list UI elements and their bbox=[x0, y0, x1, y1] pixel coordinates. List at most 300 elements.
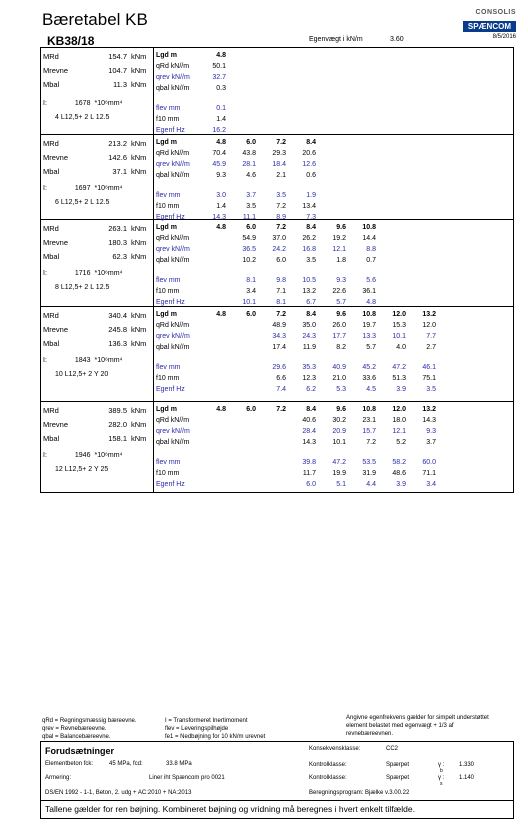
beton-fck: 45 MPa, fcd: bbox=[109, 761, 143, 767]
cell: 7.2 bbox=[276, 406, 286, 413]
cell: 4.8 bbox=[216, 52, 226, 59]
cell: 19.2 bbox=[332, 235, 346, 242]
cell: 5.7 bbox=[366, 344, 376, 351]
cell: 9.3 bbox=[216, 172, 226, 179]
cell: 22.6 bbox=[332, 288, 346, 295]
cell: 10.1 bbox=[392, 333, 406, 340]
inertia-label: I: bbox=[43, 270, 47, 277]
cell: 12.0 bbox=[392, 311, 406, 318]
cell: 3.0 bbox=[216, 192, 226, 199]
moment-unit: kNm bbox=[131, 153, 147, 162]
cell: 3.4 bbox=[246, 288, 256, 295]
legend-item: qbal = Balancebæreevne. bbox=[42, 734, 111, 740]
assumptions-heading: Forudsætninger bbox=[45, 746, 114, 756]
row-label: qrev kN//m bbox=[156, 428, 190, 435]
cell: 5.7 bbox=[336, 299, 346, 306]
moment-label: Mrevne bbox=[43, 66, 69, 75]
cell: 4.4 bbox=[366, 481, 376, 488]
reinforcement: 8 L12,5+ 2 L 12.5 bbox=[55, 284, 110, 291]
inertia-value: 1697 bbox=[74, 185, 91, 192]
moment-value: 213.2 bbox=[108, 139, 127, 148]
legend-item: qrev = Revnebæreevne. bbox=[42, 726, 107, 732]
cell: 6.7 bbox=[306, 299, 316, 306]
cell: 6.0 bbox=[276, 257, 286, 264]
row-label: qrev kN//m bbox=[156, 333, 190, 340]
cell: 50.1 bbox=[212, 63, 226, 70]
cell: 33.6 bbox=[362, 375, 376, 382]
cell: 2.7 bbox=[426, 344, 436, 351]
inertia-unit: *10⁶mm⁴ bbox=[94, 100, 123, 107]
moment-label: MRd bbox=[43, 224, 59, 233]
cell: 3.9 bbox=[396, 386, 406, 393]
row-label: flev mm bbox=[156, 459, 181, 466]
cell: 8.4 bbox=[306, 224, 316, 231]
row-label: f10 mm bbox=[156, 470, 180, 477]
cell: 17.7 bbox=[332, 333, 346, 340]
row-label: Lgd m bbox=[156, 52, 177, 59]
cell: 11.9 bbox=[302, 344, 316, 351]
table-block bbox=[41, 402, 513, 492]
table-block bbox=[41, 307, 513, 402]
cell: 6.6 bbox=[276, 375, 286, 382]
legend-item: qRd = Regningsmæssig bæreevne. bbox=[42, 718, 137, 724]
cell: 3.9 bbox=[396, 481, 406, 488]
divider bbox=[41, 800, 513, 801]
section-properties bbox=[41, 135, 154, 219]
cell: 58.2 bbox=[392, 459, 406, 466]
cell: 24.3 bbox=[302, 333, 316, 340]
moment-value: 282.0 bbox=[108, 420, 127, 429]
gamma1-value: 1.330 bbox=[459, 762, 475, 768]
cell: 8.4 bbox=[306, 311, 316, 318]
row-label: qRd kN//m bbox=[156, 235, 190, 242]
beton-label: Elementbeton fck: bbox=[45, 761, 94, 767]
footer-note: Tallene gælder for ren bøjning. Kombineret bøjning og vridning må beregnes i hvert enkelt tilfælde. bbox=[45, 804, 415, 814]
load-table bbox=[40, 47, 514, 493]
cell: 75.1 bbox=[422, 375, 436, 382]
cell: 10.2 bbox=[242, 257, 256, 264]
row-label: Lgd m bbox=[156, 406, 177, 413]
cell: 23.1 bbox=[362, 417, 376, 424]
row-label: qrev kN//m bbox=[156, 246, 190, 253]
cell: 8.9 bbox=[276, 214, 286, 221]
cell: 70.4 bbox=[212, 150, 226, 157]
cell: 14.3 bbox=[212, 214, 226, 221]
cell: 6.2 bbox=[306, 386, 316, 393]
moment-unit: kNm bbox=[131, 238, 147, 247]
moment-value: 245.8 bbox=[108, 325, 127, 334]
program-text: Beregningsprogram: Bjælke v.3.00.22 bbox=[309, 790, 410, 796]
legend-item: flev = Leveringspilhøjde bbox=[165, 726, 229, 732]
cell: 7.2 bbox=[276, 139, 286, 146]
cell: 32.7 bbox=[212, 74, 226, 81]
cell: 45.2 bbox=[362, 364, 376, 371]
row-label: flev mm bbox=[156, 364, 181, 371]
cell: 40.6 bbox=[302, 417, 316, 424]
cell: 1.8 bbox=[336, 257, 346, 264]
moment-label: MRd bbox=[43, 311, 59, 320]
reinforcement: 12 L12,5+ 2 Y 25 bbox=[55, 466, 109, 473]
cell: 53.5 bbox=[362, 459, 376, 466]
cell: 47.2 bbox=[332, 459, 346, 466]
cell: 39.8 bbox=[302, 459, 316, 466]
cell: 1.4 bbox=[216, 203, 226, 210]
cell: 16.2 bbox=[212, 127, 226, 134]
row-label: qRd kN//m bbox=[156, 417, 190, 424]
cell: 43.8 bbox=[242, 150, 256, 157]
row-label: Egenf Hz bbox=[156, 214, 185, 221]
cell: 9.6 bbox=[336, 406, 346, 413]
cell: 16.8 bbox=[302, 246, 316, 253]
egenvaegt-value: 3.60 bbox=[390, 36, 404, 43]
date: 8/5/2016 bbox=[492, 34, 516, 40]
moment-value: 136.3 bbox=[108, 339, 127, 348]
kontrol2-value: Spærpet bbox=[386, 775, 410, 781]
cell: 8.4 bbox=[306, 139, 316, 146]
moment-label: Mbal bbox=[43, 252, 60, 261]
cell: 20.6 bbox=[302, 150, 316, 157]
cell: 12.1 bbox=[392, 428, 406, 435]
cell: 9.3 bbox=[426, 428, 436, 435]
cell: 14.3 bbox=[302, 439, 316, 446]
cell: 60.0 bbox=[422, 459, 436, 466]
cell: 12.6 bbox=[302, 161, 316, 168]
row-label: qbal kN//m bbox=[156, 439, 190, 446]
cell: 13.4 bbox=[302, 203, 316, 210]
cell: 8.1 bbox=[276, 299, 286, 306]
inertia-row bbox=[43, 357, 123, 364]
section-properties bbox=[41, 48, 154, 134]
cell: 4.6 bbox=[246, 172, 256, 179]
inertia-label: I: bbox=[43, 185, 47, 192]
cell: 10.8 bbox=[362, 406, 376, 413]
legend-item: I = Transformeret Inertimoment bbox=[165, 718, 248, 724]
table-block bbox=[41, 48, 513, 135]
konsekvens-label: Konsekvensklasse: bbox=[309, 746, 361, 752]
cell: 13.2 bbox=[302, 288, 316, 295]
cell: 6.0 bbox=[246, 224, 256, 231]
cell: 4.8 bbox=[216, 311, 226, 318]
row-label: f10 mm bbox=[156, 203, 180, 210]
moment-label: Mrevne bbox=[43, 325, 69, 334]
row-label: flev mm bbox=[156, 105, 181, 112]
gamma1-sub: b bbox=[440, 768, 443, 774]
cell: 10.8 bbox=[362, 311, 376, 318]
gamma2-sub: s bbox=[440, 781, 443, 787]
cell: 71.1 bbox=[422, 470, 436, 477]
cell: 9.6 bbox=[336, 224, 346, 231]
moment-label: Mbal bbox=[43, 434, 60, 443]
row-label: flev mm bbox=[156, 277, 181, 284]
cell: 24.2 bbox=[272, 246, 286, 253]
armering-label: Armering: bbox=[45, 775, 72, 781]
inertia-value: 1716 bbox=[74, 270, 91, 277]
inertia-unit: *10⁶mm⁴ bbox=[94, 452, 123, 459]
row-label: f10 mm bbox=[156, 375, 180, 382]
cell: 6.0 bbox=[306, 481, 316, 488]
cell: 40.9 bbox=[332, 364, 346, 371]
moment-unit: kNm bbox=[131, 80, 147, 89]
inertia-label: I: bbox=[43, 100, 47, 107]
moment-label: MRd bbox=[43, 52, 59, 61]
cell: 36.5 bbox=[242, 246, 256, 253]
cell: 3.5 bbox=[246, 203, 256, 210]
cell: 54.9 bbox=[242, 235, 256, 242]
row-label: flev mm bbox=[156, 192, 181, 199]
cell: 0.7 bbox=[366, 257, 376, 264]
cell: 4.8 bbox=[366, 299, 376, 306]
cell: 7.2 bbox=[276, 311, 286, 318]
row-label: Lgd m bbox=[156, 139, 177, 146]
moment-label: MRd bbox=[43, 139, 59, 148]
inertia-label: I: bbox=[43, 452, 47, 459]
cell: 8.8 bbox=[366, 246, 376, 253]
section-properties bbox=[41, 307, 154, 401]
cell: 12.3 bbox=[302, 375, 316, 382]
logo-top-text: CONSOLIS bbox=[475, 9, 516, 16]
moment-unit: kNm bbox=[131, 420, 147, 429]
cell: 7.4 bbox=[276, 386, 286, 393]
moment-value: 11.3 bbox=[112, 80, 127, 89]
cell: 47.2 bbox=[392, 364, 406, 371]
row-label: qbal kN//m bbox=[156, 172, 190, 179]
moment-value: 340.4 bbox=[108, 311, 127, 320]
table-block bbox=[41, 135, 513, 220]
moment-unit: kNm bbox=[131, 434, 147, 443]
armering-value: Liner iht Spæncom pro 0021 bbox=[149, 775, 225, 781]
cell: 0.6 bbox=[306, 172, 316, 179]
cell: 5.3 bbox=[336, 386, 346, 393]
inertia-label: I: bbox=[43, 357, 47, 364]
table-block bbox=[41, 220, 513, 307]
cell: 5.2 bbox=[396, 439, 406, 446]
moment-value: 62.3 bbox=[112, 252, 127, 261]
cell: 51.3 bbox=[392, 375, 406, 382]
gamma1-label: γ : bbox=[438, 762, 445, 768]
cell: 1.9 bbox=[306, 192, 316, 199]
gamma2-label: γ : bbox=[438, 775, 445, 781]
cell: 45.9 bbox=[212, 161, 226, 168]
cell: 2.1 bbox=[276, 172, 286, 179]
cell: 26.2 bbox=[302, 235, 316, 242]
cell: 18.4 bbox=[272, 161, 286, 168]
inertia-row bbox=[43, 452, 123, 459]
cell: 5.6 bbox=[366, 277, 376, 284]
cell: 12.1 bbox=[332, 246, 346, 253]
cell: 5.1 bbox=[336, 481, 346, 488]
inertia-row bbox=[43, 185, 123, 192]
cell: 6.0 bbox=[246, 139, 256, 146]
cell: 34.3 bbox=[272, 333, 286, 340]
legend-item: revnebæreevnen. bbox=[346, 731, 394, 737]
egenvaegt-label: Egenvægt i kN/m bbox=[309, 36, 363, 43]
page-title: Bæretabel KB bbox=[42, 10, 148, 29]
row-label: qbal kN//m bbox=[156, 257, 190, 264]
moment-value: 158.1 bbox=[108, 434, 127, 443]
row-label: qRd kN//m bbox=[156, 63, 190, 70]
cell: 12.0 bbox=[422, 322, 436, 329]
row-label: qRd kN//m bbox=[156, 150, 190, 157]
cell: 12.0 bbox=[392, 406, 406, 413]
cell: 9.3 bbox=[336, 277, 346, 284]
cell: 0.3 bbox=[216, 85, 226, 92]
inertia-unit: *10⁶mm⁴ bbox=[94, 270, 123, 277]
cell: 9.8 bbox=[276, 277, 286, 284]
cell: 13.2 bbox=[422, 311, 436, 318]
row-label: Egenf Hz bbox=[156, 386, 185, 393]
inertia-row bbox=[43, 100, 123, 107]
moment-unit: kNm bbox=[131, 311, 147, 320]
cell: 3.5 bbox=[426, 386, 436, 393]
cell: 13.3 bbox=[362, 333, 376, 340]
cell: 1.4 bbox=[216, 116, 226, 123]
cell: 15.3 bbox=[392, 322, 406, 329]
moment-value: 180.3 bbox=[108, 238, 127, 247]
cell: 46.1 bbox=[422, 364, 436, 371]
cell: 48.6 bbox=[392, 470, 406, 477]
cell: 15.7 bbox=[362, 428, 376, 435]
moment-label: Mrevne bbox=[43, 420, 69, 429]
cell: 20.9 bbox=[332, 428, 346, 435]
moment-value: 389.5 bbox=[108, 406, 127, 415]
moment-unit: kNm bbox=[131, 167, 147, 176]
cell: 48.9 bbox=[272, 322, 286, 329]
reinforcement: 4 L12,5+ 2 L 12.5 bbox=[55, 114, 110, 121]
cell: 3.7 bbox=[246, 192, 256, 199]
cell: 18.0 bbox=[392, 417, 406, 424]
moment-unit: kNm bbox=[131, 406, 147, 415]
cell: 3.7 bbox=[426, 439, 436, 446]
moment-value: 142.6 bbox=[108, 153, 127, 162]
moment-value: 154.7 bbox=[108, 52, 127, 61]
reinforcement: 6 L12,5+ 2 L 12.5 bbox=[55, 199, 110, 206]
cell: 4.5 bbox=[366, 386, 376, 393]
cell: 4.8 bbox=[216, 406, 226, 413]
moment-unit: kNm bbox=[131, 139, 147, 148]
cell: 29.3 bbox=[272, 150, 286, 157]
cell: 8.1 bbox=[246, 277, 256, 284]
cell: 10.8 bbox=[362, 224, 376, 231]
moment-value: 37.1 bbox=[112, 167, 127, 176]
row-label: f10 mm bbox=[156, 116, 180, 123]
cell: 7.3 bbox=[306, 214, 316, 221]
inertia-value: 1946 bbox=[74, 452, 91, 459]
cell: 28.1 bbox=[242, 161, 256, 168]
section-properties bbox=[41, 402, 154, 492]
row-label: Lgd m bbox=[156, 311, 177, 318]
section-properties bbox=[41, 220, 154, 306]
company-logo bbox=[463, 9, 516, 34]
moment-unit: kNm bbox=[131, 339, 147, 348]
cell: 6.0 bbox=[246, 311, 256, 318]
moment-label: Mbal bbox=[43, 80, 60, 89]
cell: 35.0 bbox=[302, 322, 316, 329]
moment-unit: kNm bbox=[131, 325, 147, 334]
cell: 28.4 bbox=[302, 428, 316, 435]
legend-col-1 bbox=[42, 717, 137, 741]
row-label: qbal kN//m bbox=[156, 85, 190, 92]
logo-brand-text: SPÆNCOM bbox=[463, 21, 516, 32]
cell: 7.2 bbox=[276, 203, 286, 210]
inertia-value: 1678 bbox=[74, 100, 91, 107]
row-label: Lgd m bbox=[156, 224, 177, 231]
cell: 3.5 bbox=[306, 257, 316, 264]
inertia-unit: *10⁶mm⁴ bbox=[94, 357, 123, 364]
cell: 8.4 bbox=[306, 406, 316, 413]
cell: 13.2 bbox=[422, 406, 436, 413]
moment-label: Mbal bbox=[43, 167, 60, 176]
cell: 6.0 bbox=[246, 406, 256, 413]
cell: 0.1 bbox=[216, 105, 226, 112]
cell: 10.5 bbox=[302, 277, 316, 284]
cell: 10.1 bbox=[242, 299, 256, 306]
cell: 19.9 bbox=[332, 470, 346, 477]
legend-col-3 bbox=[346, 714, 489, 738]
cell: 7.7 bbox=[426, 333, 436, 340]
kontrol1-label: Kontrolklasse: bbox=[309, 762, 347, 768]
cell: 19.7 bbox=[362, 322, 376, 329]
cell: 7.2 bbox=[366, 439, 376, 446]
row-label: Egenf Hz bbox=[156, 127, 185, 134]
cell: 3.5 bbox=[276, 192, 286, 199]
moment-label: MRd bbox=[43, 406, 59, 415]
cell: 4.0 bbox=[396, 344, 406, 351]
moment-value: 104.7 bbox=[108, 66, 127, 75]
cell: 10.1 bbox=[332, 439, 346, 446]
row-label: qRd kN//m bbox=[156, 322, 190, 329]
norm-text: DS/EN 1992 - 1-1, Beton, 2. udg + AC:2010 + NA:2013 bbox=[45, 790, 192, 796]
cell: 35.3 bbox=[302, 364, 316, 371]
cell: 17.4 bbox=[272, 344, 286, 351]
moment-label: Mrevne bbox=[43, 153, 69, 162]
cell: 14.3 bbox=[422, 417, 436, 424]
element-type: KB38/18 bbox=[47, 34, 95, 48]
cell: 4.8 bbox=[216, 224, 226, 231]
cell: 26.0 bbox=[332, 322, 346, 329]
assumptions-box bbox=[40, 741, 514, 819]
row-label: qrev kN//m bbox=[156, 161, 190, 168]
cell: 37.0 bbox=[272, 235, 286, 242]
row-label: f10 mm bbox=[156, 288, 180, 295]
moment-label: Mrevne bbox=[43, 238, 69, 247]
legend-col-2 bbox=[165, 717, 265, 741]
moment-unit: kNm bbox=[131, 224, 147, 233]
gamma2-value: 1.140 bbox=[459, 775, 475, 781]
cell: 14.4 bbox=[362, 235, 376, 242]
row-label: qrev kN//m bbox=[156, 74, 190, 81]
row-label: Egenf Hz bbox=[156, 299, 185, 306]
cell: 7.2 bbox=[276, 224, 286, 231]
cell: 4.8 bbox=[216, 139, 226, 146]
row-label: qbal kN//m bbox=[156, 344, 190, 351]
cell: 31.9 bbox=[362, 470, 376, 477]
legend-item: Angivne egenfrekvens gælder for simpelt understøttet bbox=[346, 715, 489, 721]
inertia-row bbox=[43, 270, 123, 277]
inertia-value: 1843 bbox=[74, 357, 91, 364]
cell: 30.2 bbox=[332, 417, 346, 424]
kontrol1-value: Spærpet bbox=[386, 762, 410, 768]
moment-unit: kNm bbox=[131, 52, 147, 61]
cell: 11.1 bbox=[242, 214, 256, 221]
cell: 7.1 bbox=[276, 288, 286, 295]
reinforcement: 10 L12,5+ 2 Y 20 bbox=[55, 371, 109, 378]
moment-label: Mbal bbox=[43, 339, 60, 348]
cell: 11.7 bbox=[302, 470, 316, 477]
kontrol2-label: Kontrolklasse: bbox=[309, 775, 347, 781]
row-label: Egenf Hz bbox=[156, 481, 185, 488]
legend-item: fe1 = Nedbøjning for 10 kN/m urevnet bbox=[165, 734, 266, 740]
inertia-unit: *10⁶mm⁴ bbox=[94, 185, 123, 192]
